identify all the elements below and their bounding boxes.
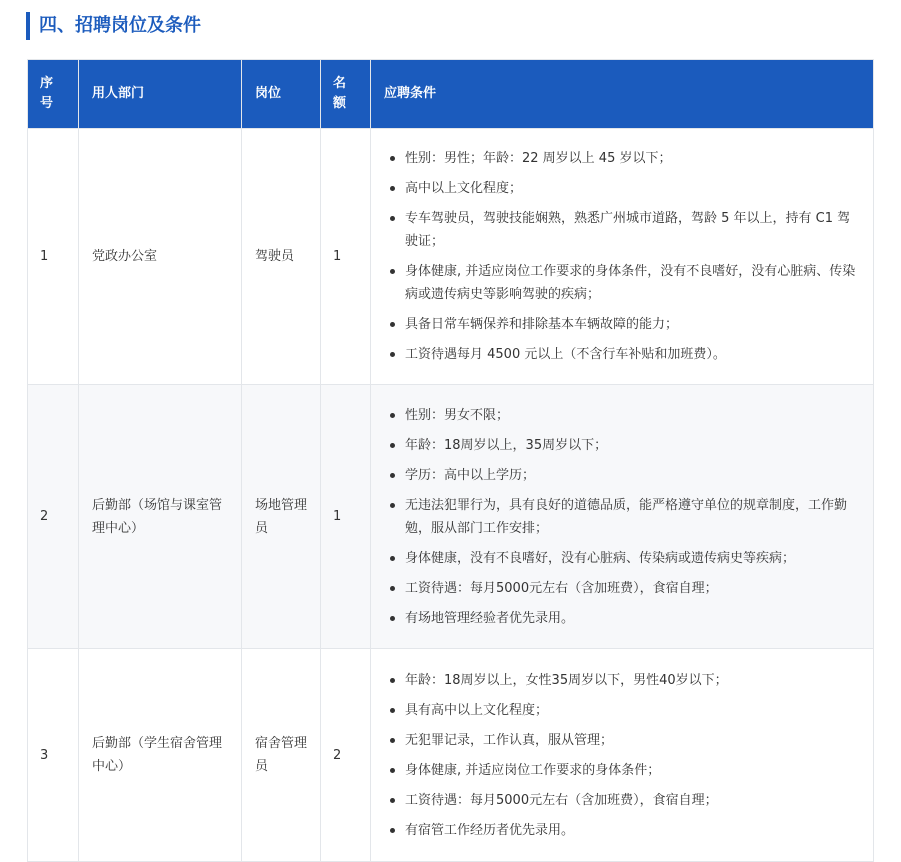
header-seq: 序号: [28, 60, 79, 129]
list-item: 无违法犯罪行为，具有良好的道德品质，能严格遵守单位的规章制度，工作勤勉，服从部门工作安排；: [405, 494, 860, 540]
row-reqs: [371, 129, 874, 385]
header-reqs: 应聘条件: [371, 60, 874, 129]
list-item: 有宿管工作经历者优先录用。: [405, 819, 860, 842]
bullet-icon: [390, 616, 395, 621]
row-post: 宿舍管理员: [242, 649, 321, 862]
bullet-icon: [390, 798, 395, 803]
bullet-icon: [390, 352, 395, 357]
bullet-icon: [390, 828, 395, 833]
list-item: 专车驾驶员，驾驶技能娴熟，熟悉广州城市道路，驾龄 5 年以上，持有 C1 驾驶证；: [405, 207, 860, 253]
row-count: 1: [321, 385, 371, 649]
list-item: 工资待遇每月 4500 元以上（不含行车补贴和加班费）。: [405, 343, 860, 366]
bullet-icon: [390, 186, 395, 191]
row-seq: 1: [28, 129, 79, 385]
header-count: 名额: [321, 60, 371, 129]
bullet-icon: [390, 473, 395, 478]
bullet-icon: [390, 156, 395, 161]
row-post: 驾驶员: [242, 129, 321, 385]
row-seq: 2: [28, 385, 79, 649]
requirements-list: [384, 147, 860, 366]
list-item: 工资待遇：每月5000元左右（含加班费），食宿自理；: [405, 577, 860, 600]
list-item: 身体健康, 并适应岗位工作要求的身体条件，没有不良嗜好，没有心脏病、传染病或遗传病史等影响驾驶的疾病；: [405, 260, 860, 306]
list-item: 具备日常车辆保养和排除基本车辆故障的能力；: [405, 313, 860, 336]
bullet-icon: [390, 503, 395, 508]
requirements-list: [384, 404, 860, 630]
list-item: 性别：男性；年龄：22 周岁以上 45 岁以下；: [405, 147, 860, 170]
list-item: 工资待遇：每月5000元左右（含加班费），食宿自理；: [405, 789, 860, 812]
row-seq: 3: [28, 649, 79, 862]
table-header-row: [28, 60, 874, 129]
bullet-icon: [390, 556, 395, 561]
list-item: 具有高中以上文化程度；: [405, 699, 860, 722]
bullet-icon: [390, 216, 395, 221]
row-count: 1: [321, 129, 371, 385]
list-item: 无犯罪记录，工作认真，服从管理；: [405, 729, 860, 752]
bullet-icon: [390, 586, 395, 591]
row-dept: 后勤部（学生宿舍管理中心）: [79, 649, 242, 862]
row-post: 场地管理员: [242, 385, 321, 649]
bullet-icon: [390, 322, 395, 327]
row-reqs: [371, 385, 874, 649]
header-dept: 用人部门: [79, 60, 242, 129]
bullet-icon: [390, 678, 395, 683]
bullet-icon: [390, 708, 395, 713]
table-row: [28, 129, 874, 385]
list-item: 身体健康，没有不良嗜好，没有心脏病、传染病或遗传病史等疾病；: [405, 547, 860, 570]
row-dept: 党政办公室: [79, 129, 242, 385]
requirements-list: [384, 669, 860, 842]
table-row: [28, 649, 874, 862]
row-count: 2: [321, 649, 371, 862]
list-item: 学历：高中以上学历；: [405, 464, 860, 487]
bullet-icon: [390, 443, 395, 448]
row-reqs: [371, 649, 874, 862]
table-row: [28, 385, 874, 649]
recruitment-table: [27, 59, 874, 862]
list-item: 年龄：18周岁以上，35周岁以下；: [405, 434, 860, 457]
list-item: 年龄：18周岁以上，女性35周岁以下，男性40岁以下；: [405, 669, 860, 692]
header-post: 岗位: [242, 60, 321, 129]
list-item: 身体健康, 并适应岗位工作要求的身体条件；: [405, 759, 860, 782]
row-dept: 后勤部（场馆与课室管理中心）: [79, 385, 242, 649]
bullet-icon: [390, 413, 395, 418]
list-item: 性别：男女不限；: [405, 404, 860, 427]
list-item: 有场地管理经验者优先录用。: [405, 607, 860, 630]
list-item: 高中以上文化程度；: [405, 177, 860, 200]
bullet-icon: [390, 269, 395, 274]
bullet-icon: [390, 738, 395, 743]
section-title: 四、招聘岗位及条件: [26, 12, 201, 40]
bullet-icon: [390, 768, 395, 773]
